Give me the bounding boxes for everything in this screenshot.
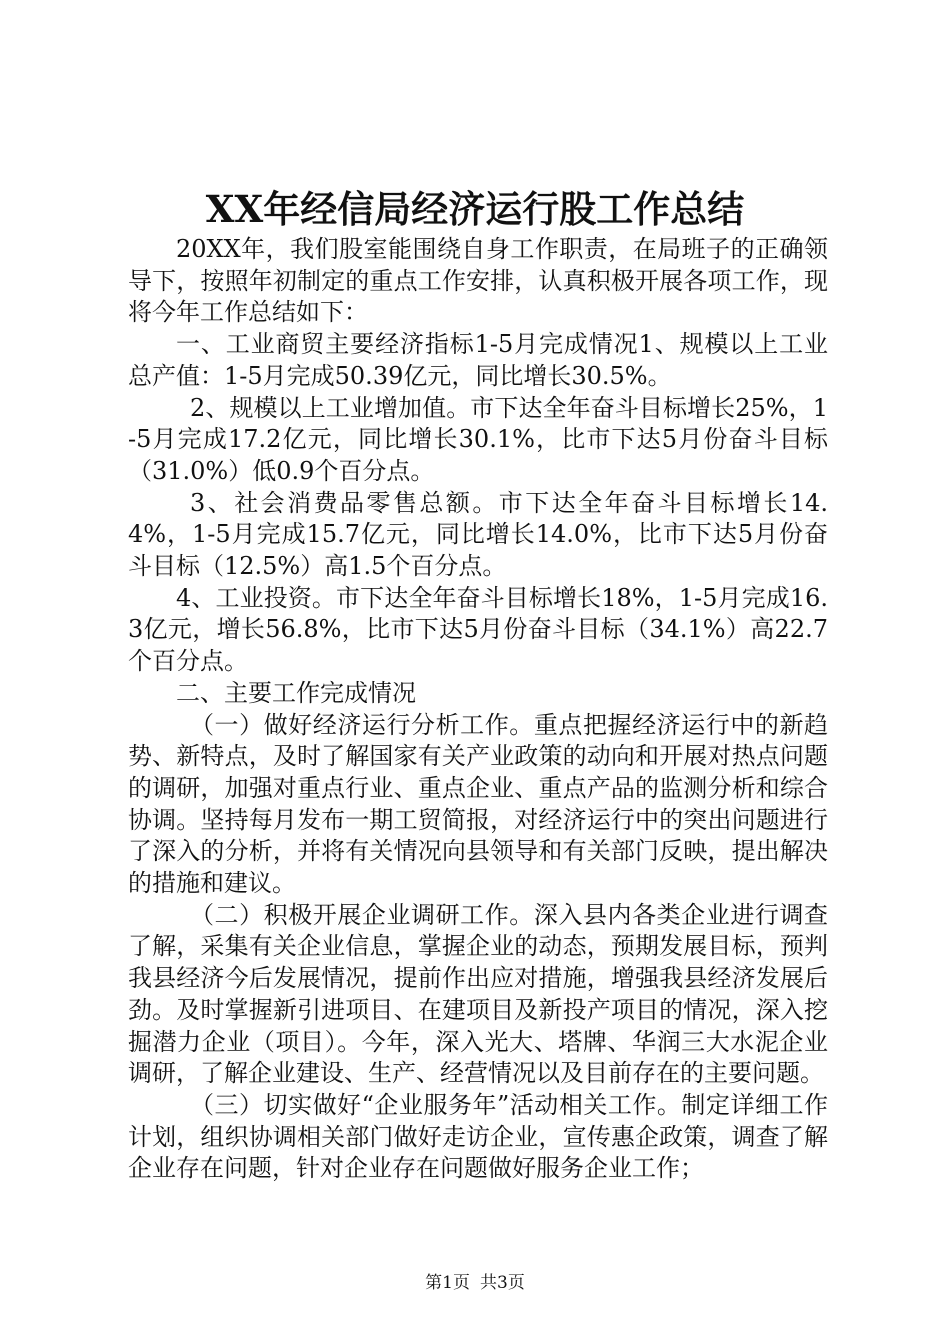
page-total: 共3页 — [480, 1273, 525, 1293]
paragraph-item-4: 4、工业投资。市下达全年奋斗目标增长18%，1-5月完成16.3亿元，增长56.8%，比市下达5月份奋斗目标（34.1%）高22.7个百分点。 — [128, 583, 828, 676]
paragraph-item-2: 2、规模以上工业增加值。市下达全年奋斗目标增长25%，1-5月完成17.2亿元，同比增长30.1%，比市下达5月份奋斗目标（31.0%）低0.9个百分点。 — [128, 393, 828, 485]
paragraph-item-3: 3、社会消费品零售总额。市下达全年奋斗目标增长14.4%，1-5月完成15.7亿元，同比增长14.0%，比市下达5月份奋斗目标（12.5%）高1.5个百分点。 — [128, 488, 828, 581]
paragraph-section-1-heading: 一、工业商贸主要经济指标1-5月完成情况1、规模以上工业总产值：1-5月完成50.39亿元，同比增长30.5%。 — [128, 330, 828, 390]
document-title: XX年经信局经济运行股工作总结 — [205, 187, 745, 231]
paragraph-subsection-3: （三）切实做好“企业服务年”活动相关工作。制定详细工作计划，组织协调相关部门做好走访企业，宣传惠企政策，调查了解企业存在问题，针对企业存在问题做好服务企业工作； — [128, 1090, 828, 1183]
paragraph-section-2-heading: 二、主要工作完成情况 — [176, 678, 416, 707]
paragraph-subsection-2: （二）积极开展企业调研工作。深入县内各类企业进行调查了解，采集有关企业信息，掌握企业的动态，预期发展目标，预判我县经济今后发展情况，提前作出应对措施，增强我县经济发展后劲。及时掌握新引进项目、在建项目及新投产项目的情况，深入挖掘潜力企业（项目）。今年，深入光大、塔牌、华润三大水泥企业调研，了解企业建设、生产、经营情况以及目前存在的主要问题。 — [128, 900, 828, 1088]
page-number: 第1页 — [425, 1273, 470, 1293]
page-footer — [0, 1271, 950, 1295]
paragraph-subsection-1: （一）做好经济运行分析工作。重点把握经济运行中的新趋势、新特点，及时了解国家有关产业政策的动向和开展对热点问题的调研，加强对重点行业、重点企业、重点产品的监测分析和综合协调。坚持每月发布一期工贸简报，对经济运行中的突出问题进行了深入的分析，并将有关情况向县领导和有关部门反映，提出解决的措施和建议。 — [128, 710, 828, 898]
document-body — [128, 234, 828, 1185]
paragraph-intro: 20XX年，我们股室能围绕自身工作职责，在局班子的正确领导下，按照年初制定的重点工作安排，认真积极开展各项工作，现将今年工作总结如下： — [128, 235, 828, 327]
